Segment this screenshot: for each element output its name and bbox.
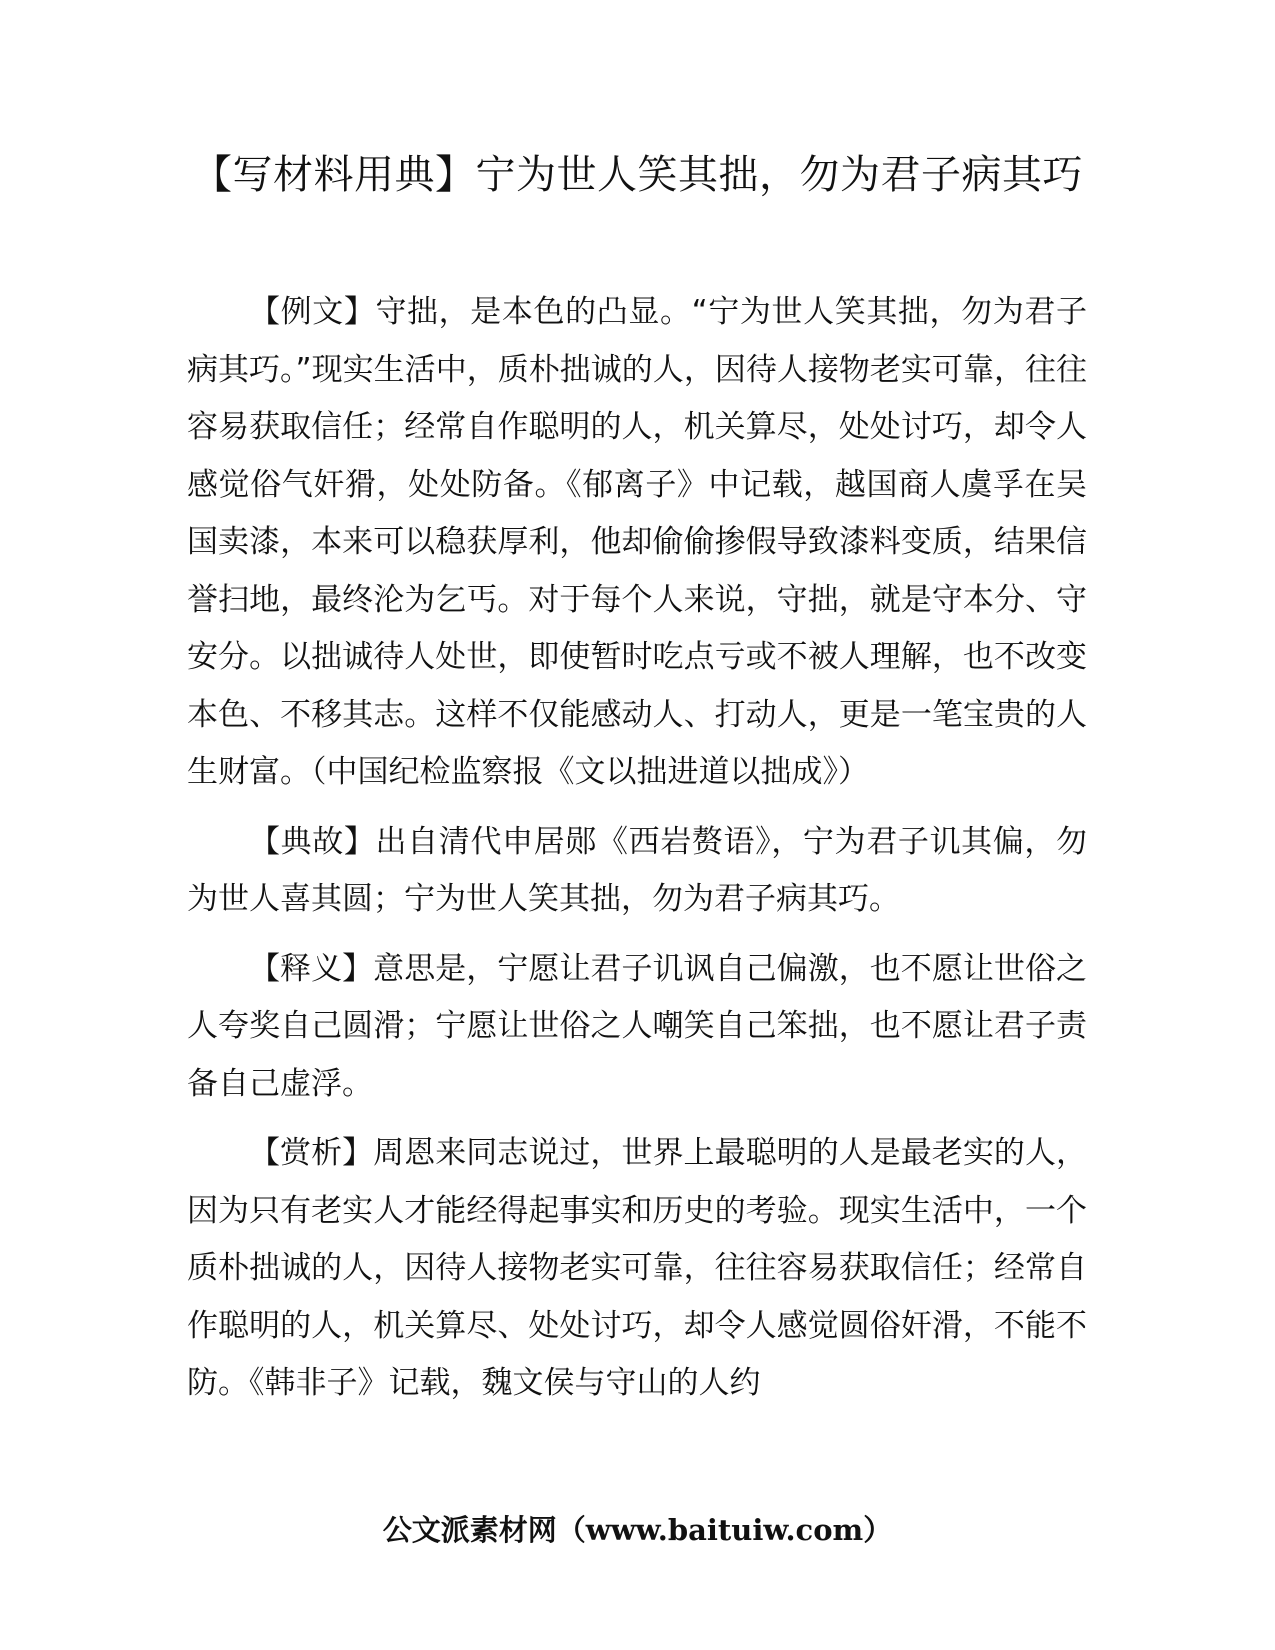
paragraph-example: 【例文】守拙，是本色的凸显。“宁为世人笑其拙，勿为君子病其巧。”现实生活中，质朴拙诚的人，因待人接物老实可靠，往往容易获取信任；经常自作聪明的人，机关算尽，处处讨巧，却令人感觉俗气奸猾，处处防备。《郁离子》中记载，越国商人虞孚在吴国卖漆，本来可以稳获厚利，他却偷偷掺假导致漆料变质，结果信誉扫地，最终沦为乞丐。对于每个人来说，守拙，就是守本分、守安分。以拙诚待人处世，即使暂时吃点亏或不被人理解，也不改变本色、不移其志。这样不仅能感动人、打动人，更是一笔宝贵的人生财富。（中国纪检监察报《文以拙进道以拙成》） bbox=[187, 294, 1087, 790]
footer-source: 公文派素材网（www.baituiw.com） bbox=[382, 1513, 893, 1547]
document-body bbox=[187, 284, 1087, 1425]
document-title: 【写材料用典】宁为世人笑其拙，勿为君子病其巧 bbox=[192, 152, 1083, 198]
paragraph-meaning: 【释义】意思是，宁愿让君子讥讽自己偏激，也不愿让世俗之人夸奖自己圆滑；宁愿让世俗之人嘲笑自己笨拙，也不愿让君子责备自己虚浮。 bbox=[187, 950, 1087, 1102]
paragraph-allusion: 【典故】出自清代申居郧《西岩赘语》，宁为君子讥其偏，勿为世人喜其圆；宁为世人笑其拙，勿为君子病其巧。 bbox=[187, 823, 1087, 917]
paragraph-appreciation: 【赏析】周恩来同志说过，世界上最聪明的人是最老实的人，因为只有老实人才能经得起事实和历史的考验。现实生活中，一个质朴拙诚的人，因待人接物老实可靠，往往容易获取信任；经常自作聪明的人，机关算尽、处处讨巧，却令人感觉圆俗奸滑，不能不防。《韩非子》记载，魏文侯与守山的人约 bbox=[187, 1135, 1087, 1401]
